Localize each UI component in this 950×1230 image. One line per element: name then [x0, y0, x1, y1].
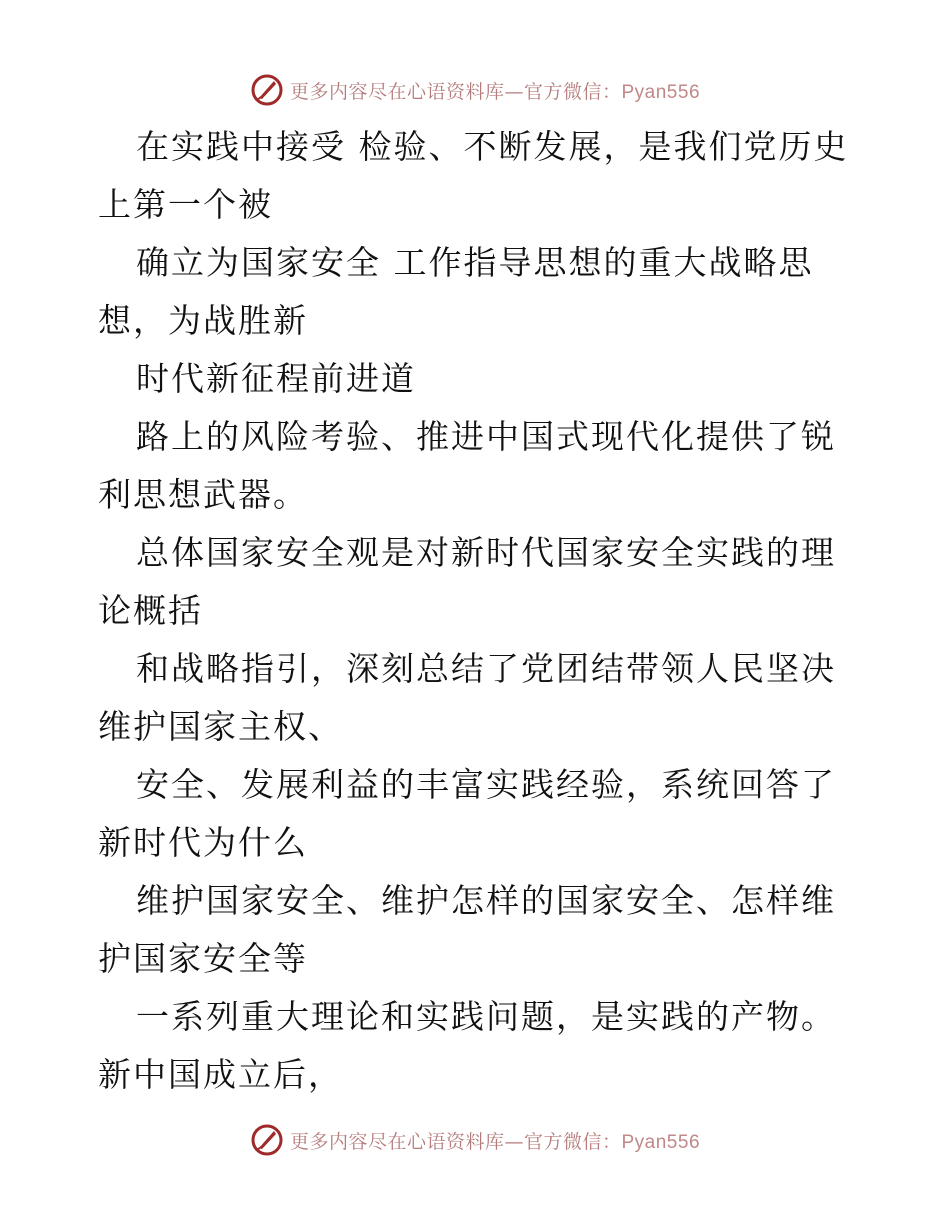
- paragraph: 路上的风险考验、推进中国式现代化提供了锐利思想武器。: [98, 417, 836, 514]
- quill-logo-icon: [250, 73, 284, 107]
- paragraph: 一系列重大理论和实践问题，是实践的产物。新中国成立后，: [98, 997, 836, 1094]
- watermark-text: 更多内容尽在心语资料库—官方微信：Pyan556: [289, 80, 701, 103]
- paragraph: 和战略指引，深刻总结了党团结带领人民坚决维护国家主权、: [98, 649, 836, 746]
- paragraph: 在实践中接受 检验、不断发展，是我们党历史上第一个被: [98, 127, 849, 224]
- paragraph: 时代新征程前进道: [136, 359, 416, 398]
- watermark-text: 更多内容尽在心语资料库—官方微信：Pyan556: [289, 1130, 701, 1153]
- paragraph: 维护国家安全、维护怎样的国家安全、怎样维护国家安全等: [98, 881, 836, 978]
- quill-logo-icon: [250, 1123, 284, 1157]
- document-body: [98, 118, 858, 1104]
- paragraph: 总体国家安全观是对新时代国家安全实践的理论概括: [98, 533, 836, 630]
- paragraph: 确立为国家安全 工作指导思想的重大战略思想，为战胜新: [98, 243, 814, 340]
- header-watermark: [0, 70, 950, 110]
- footer-watermark: [0, 1120, 950, 1160]
- paragraph: 安全、发展利益的丰富实践经验，系统回答了新时代为什么: [98, 765, 836, 862]
